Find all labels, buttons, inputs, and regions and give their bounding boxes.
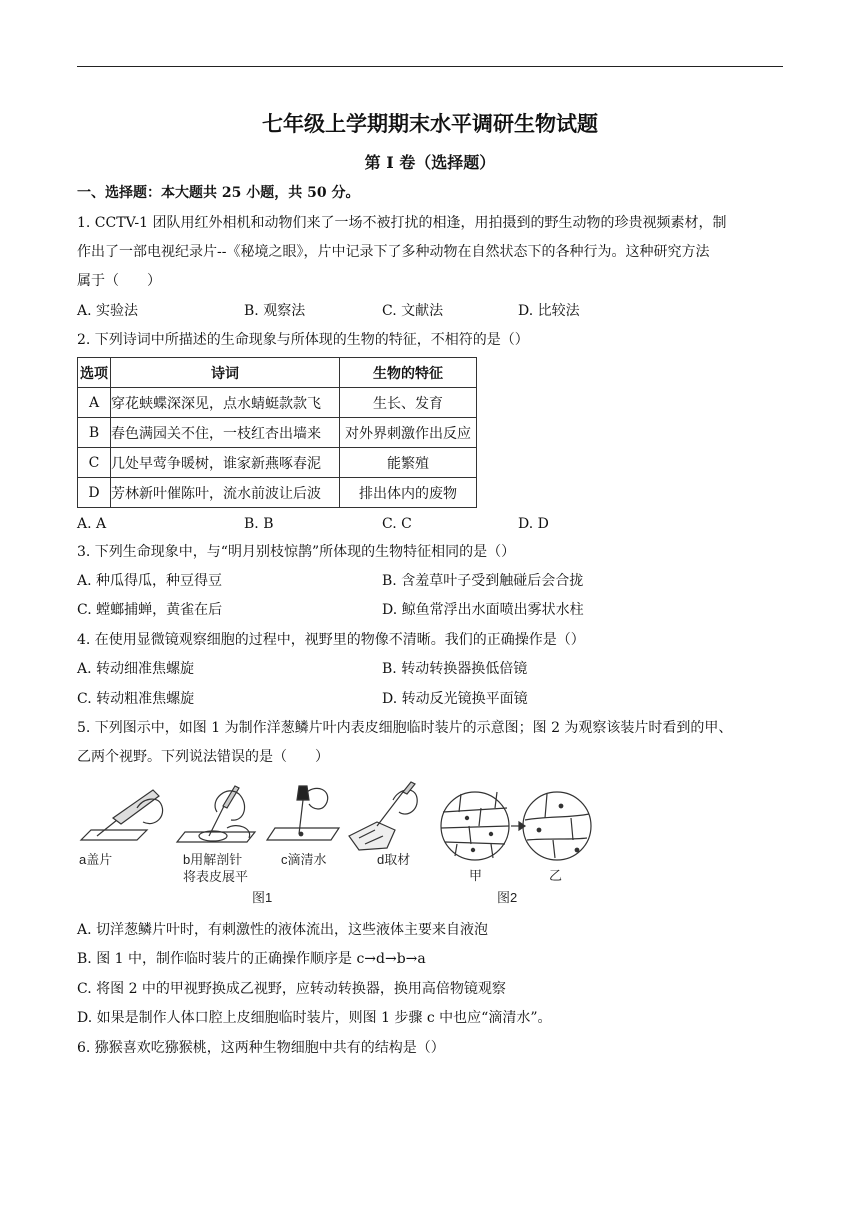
q2-stem: 2. 下列诗词中所描述的生命现象与所体现的生物的特征，不相符的是（） (77, 332, 529, 348)
q5-option-b: B. 图 1 中，制作临时装片的正确操作顺序是 c→d→b→a (77, 951, 426, 967)
figure-label: 乙 (549, 868, 563, 883)
table-cell: B (78, 418, 111, 448)
table-header-cell: 诗词 (111, 358, 340, 388)
q2-option-c: C. C (382, 516, 412, 532)
table-cell: 排出体内的废物 (340, 478, 477, 508)
q4-stem: 4. 在使用显微镜观察细胞的过程中，视野里的物像不清晰。我们的正确操作是（） (77, 632, 585, 648)
step-c-illustration (267, 786, 339, 840)
q2-option-d: D. D (518, 516, 549, 532)
q5-figure (77, 778, 597, 908)
field-jia-illustration (441, 792, 509, 860)
q4-option-d: D. 转动反光镜换平面镜 (382, 691, 528, 707)
figure-caption: 图2 (497, 890, 518, 905)
q3-option-d: D. 鲸鱼常浮出水面喷出雾状水柱 (382, 602, 584, 618)
q3-option-a: A. 种瓜得瓜，种豆得豆 (77, 573, 223, 589)
q2-option-a: A. A (77, 516, 107, 532)
table-row (78, 388, 477, 418)
q2-option-b: B. B (244, 516, 274, 532)
table-header-row (78, 358, 477, 388)
page-title: 七年级上学期期末水平调研生物试题 (262, 111, 598, 136)
figure-label: a盖片 (79, 852, 113, 867)
q1-option-c: C. 文献法 (382, 303, 444, 319)
q1-stem-line3: 属于（ ） (77, 273, 161, 289)
table-cell: 芳林新叶催陈叶，流水前波让后波 (111, 478, 340, 508)
q1-option-d: D. 比较法 (518, 303, 580, 319)
q1-option-b: B. 观察法 (244, 303, 306, 319)
table-cell: A (78, 388, 111, 418)
table-cell: 春色满园关不住，一枝红杏出墙来 (111, 418, 340, 448)
field-yi-illustration (523, 792, 591, 860)
arrow-head-icon (519, 822, 525, 830)
table-header-cell: 生物的特征 (340, 358, 477, 388)
q4-option-c: C. 转动粗准焦螺旋 (77, 691, 195, 707)
table-cell: 生长、发育 (340, 388, 477, 418)
table-cell: 几处早莺争暖树，谁家新燕啄春泥 (111, 448, 340, 478)
q5-option-d: D. 如果是制作人体口腔上皮细胞临时装片，则图 1 步骤 c 中也应“滴清水”。 (77, 1010, 552, 1026)
q1-stem-line1: 1. CCTV-1 团队用红外相机和动物们来了一场不被打扰的相逢，用拍摄到的野生动物的珍贵视频素材，制 (77, 215, 727, 231)
q6-stem: 6. 猕猴喜欢吃猕猴桃，这两种生物细胞中共有的结构是（） (77, 1040, 445, 1056)
q4-option-b: B. 转动转换器换低倍镜 (382, 661, 528, 677)
step-d-illustration (349, 782, 417, 850)
figure-label: c滴清水 (281, 852, 327, 867)
table-cell: C (78, 448, 111, 478)
figure-caption: 图1 (252, 890, 273, 905)
q4-option-a: A. 转动细准焦螺旋 (77, 661, 195, 677)
table-row (78, 478, 477, 508)
table-cell: 能繁殖 (340, 448, 477, 478)
section-heading: 一、选择题：本大题共 25 小题，共 50 分。 (77, 185, 360, 201)
q5-stem-line1: 5. 下列图示中，如图 1 为制作洋葱鳞片叶内表皮细胞临时装片的示意图；图 2 为观察该装片时看到的甲、 (77, 720, 733, 736)
figure-label: b用解剖针 (183, 852, 243, 867)
table-row (78, 418, 477, 448)
q3-option-c: C. 螳螂捕蝉，黄雀在后 (77, 602, 223, 618)
step-a-illustration (81, 790, 163, 840)
q3-option-b: B. 含羞草叶子受到触碰后会合拢 (382, 573, 584, 589)
table-row (78, 448, 477, 478)
q5-option-c: C. 将图 2 中的甲视野换成乙视野，应转动转换器，换用高倍物镜观察 (77, 981, 506, 997)
step-b-illustration (177, 786, 255, 842)
figure-label: 将表皮展平 (183, 869, 249, 884)
table-header-cell: 选项 (78, 358, 111, 388)
figure-label: 甲 (469, 868, 483, 883)
table-cell: 对外界刺激作出反应 (340, 418, 477, 448)
q5-stem-line2: 乙两个视野。下列说法错误的是（ ） (77, 749, 329, 765)
section-subtitle: 第 I 卷（选择题） (364, 153, 496, 172)
q1-stem-line2: 作出了一部电视纪录片--《秘境之眼》，片中记录下了多种动物在自然状态下的各种行为。这种研究方法 (77, 244, 710, 260)
q3-stem: 3. 下列生命现象中，与“明月别枝惊鹊”所体现的生物特征相同的是（） (77, 544, 516, 560)
table-cell: 穿花蛱蝶深深见，点水蜻蜓款款飞 (111, 388, 340, 418)
q5-option-a: A. 切洋葱鳞片叶时，有刺激性的液体流出，这些液体主要来自液泡 (77, 922, 489, 938)
q1-option-a: A. 实验法 (77, 303, 139, 319)
header-rule (77, 66, 783, 67)
figure-label: d取材 (377, 852, 411, 867)
q2-table (77, 357, 477, 508)
table-cell: D (78, 478, 111, 508)
